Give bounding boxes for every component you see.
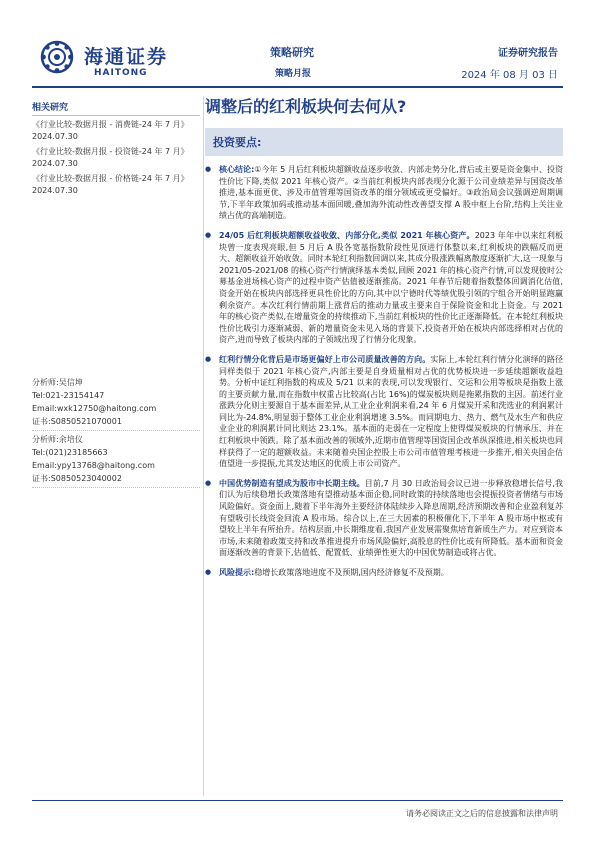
key-point xyxy=(205,230,563,346)
related-research-item[interactable] xyxy=(32,119,200,143)
analyst-name: 分析师:余培仪 xyxy=(32,435,83,444)
related-research-item[interactable] xyxy=(32,173,200,197)
page-header xyxy=(0,0,595,96)
key-point-text: 实际上,本轮红利行情分化演绎的路径同样类似于 2021 年核心资产,内部主要是自身质量相对占优的优势板块进一步延续超额收益趋势。分析中证红利指数的构成及 5/21 以来的表现,可以发现银行、交运和公用等板块是指数上涨的主要贡献力量,而在指数中权重占比较高(占比 16%)的煤炭板块则是拖累指数的主因。前述行业涨跌分化则主要源自于基本面差异,从工业企业利润来看,24 年 6 月煤炭开采和洗选业的利润累计同比为-24.8%,明显弱于整体工业企业利润增速 3.5%。而同期电力、热力、燃气及水生产和供应业企业的利润累计同比则达 23.1%。基本面的走弱在一定程度上使得煤炭板块的行情承压、并在红利板块中领跌。除了基本面改善的领域外,近期市值管理等国资国企改革纵深推进,相关板块也同样获得了一定的超额收益。未来随着央国企控股上市公司市值管理考核进一步推开,相关央国企估值望进一步提振,尤其发达地区的优质上市公司资产。 xyxy=(219,354,563,469)
main-content xyxy=(205,96,563,579)
analyst-certificate: 证书:S0850521070001 xyxy=(32,417,122,426)
analyst-name: 分析师:吴信坤 xyxy=(32,378,83,387)
analyst-certificate: 证书:S0850523040002 xyxy=(32,474,122,483)
key-point-text: 稳增长政策落地进度不及预期,国内经济修复不及预期。 xyxy=(254,568,449,577)
header-divider xyxy=(32,86,563,88)
key-point xyxy=(205,567,563,579)
column-divider xyxy=(203,96,204,796)
key-point-text: 目前,7 月 30 日政治局会议已进一步释放稳增长信号,我们认为后续稳增长政策落地有望推动基本面企稳,同时政策的持续落地也会提振投资者情绪与市场风险偏好。资金面上,随着下半年海外主要经济体陆续步入降息周期,经济预期改善和企业盈利复苏有望吸引长线资金回流 A 股市场。综合以上,在三大因素的积极催化下,下半年 A 股市场中枢或有望较上半年有所抬升。结构层面,中长期维度看,我国产业发展需聚焦培育新质生产力。对应到资本市场,未来随着政策支持和改革推进提升市场风险偏好,高股息的性价比或有所降低。基本面和资金面逐渐改善的背景下,估值低、配置低、业绩弹性更大的中国优势制造或将占优。 xyxy=(219,478,564,558)
related-research-date: 2024.07.30 xyxy=(32,159,78,168)
key-point-lead: 24/05 后红利板块超额收益收敛、内部分化,类似 2021 年核心资产。 xyxy=(219,230,475,240)
related-research-title-text: 《行业比较-数据月报 - 投资链-24 年 7 月》 xyxy=(32,147,189,156)
key-point-text: 2023 年年中以来红利板块曾一度表现亮眼,但 5 月后 A 股各宽基指数阶段性见顶进行体整以来,红利板块的跌幅反而更大、超额收益开始收敛。同时本轮红利指数回调以来,其成分股涨跌幅离散度逐渐扩大,这一现象与 2021/05-2021/08 的核心资产行情演绎基本类似,回顾 2021 年的核心资产行情,可以发现彼时公募基金进场核心资产的过程中资产估值被逐渐推高。2021 年春节后随着指数整体回调消化估值,资金开始在板块内部选择更具性价比的方向,其中以宁德时代等绩优股引领的宁组合开始明显跑赢剩余资产。本次红利行情前期上涨背后的推动力量或主要来自于保险资金和北上资金。与 2021 年的核心资产类似,在增量资金的持续推动下,当前红利板块的性价比正逐渐降低。在本轮红利板块性价比吸引力逐渐减弱、新的增量资金未见入场的背景下,投资者开始在板块内部选择相对占优的资产,进而导致了板块内部的子领域出现了行情分化现象。 xyxy=(219,230,563,345)
key-point-text: ①今年 5 月后红利板块超额收益逐步收敛、内部走势分化,背后或主要是资金集中、投资性价比下降,类似 2021 年核心资产。②当前红利板块内部表现分化源于公司业绩差异与国资改革推进,基本面更优、涉及市值管理等国资改革的细分领域或更受偏好。③政治局会议强调逆周期调节,下半年政策加码或推动基本面回暖,叠加海外流动性改善望支撑 A 股中枢上台阶,结构上关注业绩占优的高端制造。 xyxy=(219,165,563,221)
logo-chinese-name: 海通证券 xyxy=(84,46,169,68)
key-point-lead: 红利行情分化背后是市场更偏好上市公司质量改善的方向。 xyxy=(219,354,431,364)
analyst-phone: Tel:021-23154147 xyxy=(32,391,105,400)
key-point xyxy=(205,164,563,222)
key-point-lead: 风险提示: xyxy=(219,568,255,577)
analyst-phone: Tel:(021)23185663 xyxy=(32,448,108,457)
logo-english-name: HAITONG xyxy=(94,68,148,78)
key-point-lead: 中国优势制造有望成为股市中长期主线。 xyxy=(219,478,365,488)
related-research-title: 相关研究 xyxy=(32,100,200,116)
analyst-card xyxy=(32,433,200,488)
footer-disclaimer: 请务必阅读正文之后的信息披露和法律声明 xyxy=(406,809,558,818)
report-date: 2024 年 08 月 03 日 xyxy=(461,70,558,81)
company-logo xyxy=(40,40,190,80)
related-research-title-text: 《行业比较-数据月报 - 消费链-24 年 7 月》 xyxy=(32,120,189,129)
report-title: 调整后的红利板块何去何从? xyxy=(205,97,407,116)
key-points-header: 投资要点: xyxy=(205,128,563,156)
report-type: 策略研究 xyxy=(270,46,314,59)
analyst-list xyxy=(32,376,200,490)
footer-divider xyxy=(32,800,563,801)
report-label: 证券研究报告 xyxy=(498,48,558,59)
related-research-date: 2024.07.30 xyxy=(32,132,78,141)
analyst-card xyxy=(32,376,200,431)
key-point-lead: 核心结论: xyxy=(219,165,255,174)
related-research-date: 2024.07.30 xyxy=(32,186,78,195)
related-research-title-text: 《行业比较-数据月报 - 价格链-24 年 7 月》 xyxy=(32,174,189,183)
key-point xyxy=(205,478,563,559)
related-research-item[interactable] xyxy=(32,146,200,170)
key-points-list xyxy=(205,164,563,579)
key-point xyxy=(205,354,563,470)
haitong-logo-icon xyxy=(40,40,74,74)
analyst-email[interactable]: Email:ypy13768@haitong.com xyxy=(32,461,155,470)
analyst-email[interactable]: Email:wxk12750@haitong.com xyxy=(32,404,157,413)
report-subtype: 策略月报 xyxy=(275,69,312,79)
sidebar xyxy=(32,96,200,197)
